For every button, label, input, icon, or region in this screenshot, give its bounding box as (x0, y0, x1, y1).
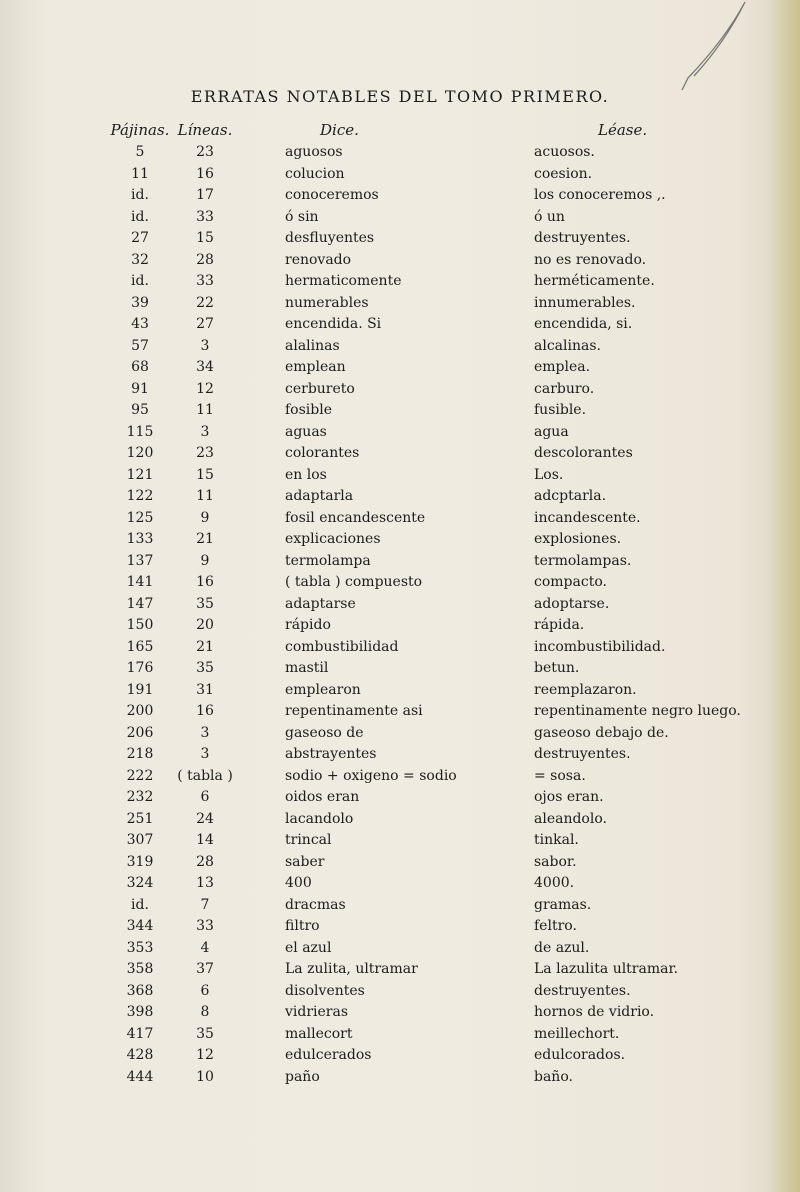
cell-read: incandescente. (534, 509, 641, 526)
table-row (110, 787, 800, 809)
cell-page: 5 (135, 144, 145, 160)
table-row (110, 1002, 800, 1024)
cell-page: 232 (126, 789, 154, 805)
cell-says: emplearon (285, 681, 361, 698)
cell-read: carburo. (534, 380, 595, 397)
cell-says: termolampa (285, 552, 371, 569)
cell-line: 27 (196, 316, 214, 332)
cell-read: ojos eran. (534, 789, 604, 805)
cell-page: 200 (126, 703, 154, 719)
cell-line: 16 (196, 703, 214, 719)
cell-line: 6 (200, 982, 210, 999)
cell-page: 122 (126, 488, 154, 504)
cell-says: mastil (285, 660, 329, 676)
cell-line: 33 (196, 918, 214, 934)
table-header (110, 118, 800, 142)
cell-line: 21 (196, 638, 214, 655)
table-row (110, 658, 800, 680)
table-row (110, 422, 800, 444)
cell-says: adaptarla (285, 488, 354, 504)
cell-read: rápida. (534, 617, 585, 633)
cell-line: 23 (196, 445, 214, 461)
errata-table (110, 118, 800, 1088)
cell-page: 444 (126, 1068, 154, 1085)
cell-read: gramas. (534, 896, 592, 913)
cell-line: 21 (196, 531, 214, 547)
cell-read: alcalinas. (534, 337, 601, 354)
cell-line: 9 (200, 552, 210, 569)
cell-read: adcptarla. (534, 488, 607, 504)
cell-says: renovado (285, 251, 352, 268)
table-row (110, 142, 800, 164)
cell-page: 307 (126, 832, 154, 848)
table-row (110, 336, 800, 358)
cell-line: 22 (196, 294, 214, 311)
cell-says: en los (285, 466, 327, 483)
cell-page: id. (131, 896, 149, 913)
table-row (110, 852, 800, 874)
cell-read: incombustibilidad. (534, 638, 666, 655)
cell-read: 4000. (534, 875, 575, 891)
cell-page: 344 (126, 918, 154, 934)
table-row (110, 615, 800, 637)
cell-page: 165 (126, 638, 154, 655)
table-row (110, 551, 800, 573)
cell-read: ó un (534, 208, 565, 225)
table-row (110, 809, 800, 831)
cell-line: ( tabla ) (177, 767, 233, 784)
cell-says: filtro (285, 918, 320, 934)
cell-line: 23 (196, 144, 214, 160)
cell-says: saber (285, 853, 325, 870)
cell-line: 9 (200, 509, 210, 526)
cell-says: rápido (285, 617, 331, 633)
cell-says: conoceremos (285, 187, 379, 203)
header-lines: Líneas. (177, 121, 233, 139)
table-row (110, 508, 800, 530)
cell-read: encendida, si. (534, 316, 633, 332)
cell-says: repentinamente asi (285, 703, 423, 719)
cell-read: Los. (534, 466, 564, 483)
table-row (110, 228, 800, 250)
cell-read: de azul. (534, 939, 590, 956)
table-row (110, 314, 800, 336)
table-row (110, 379, 800, 401)
cell-line: 16 (196, 574, 214, 590)
cell-says: fosil encandescente (285, 509, 426, 526)
cell-says: alalinas (285, 337, 340, 354)
table-row (110, 1067, 800, 1089)
cell-line: 15 (196, 230, 214, 246)
cell-line: 3 (200, 746, 210, 762)
cell-line: 3 (200, 423, 210, 440)
cell-says: sodio + oxigeno = sodio (285, 767, 457, 784)
table-row (110, 981, 800, 1003)
cell-read: herméticamente. (534, 273, 655, 289)
table-row (110, 701, 800, 723)
cell-read: explosiones. (534, 531, 622, 547)
table-row (110, 594, 800, 616)
cell-read: acuosos. (534, 144, 595, 160)
cell-page: 353 (126, 939, 154, 956)
cell-line: 6 (200, 789, 210, 805)
cell-line: 3 (200, 337, 210, 354)
cell-says: ( tabla ) compuesto (285, 574, 423, 590)
table-row (110, 185, 800, 207)
cell-line: 7 (200, 896, 210, 913)
cell-says: combustibilidad (285, 638, 399, 655)
cell-read: fusible. (534, 402, 587, 418)
cell-read: gaseoso debajo de. (534, 724, 669, 741)
cell-says: ó sin (285, 208, 319, 225)
table-row (110, 916, 800, 938)
cell-page: 251 (126, 810, 154, 827)
header-read: Léase. (598, 121, 648, 139)
cell-line: 13 (196, 875, 214, 891)
cell-page: 133 (126, 531, 154, 547)
table-row (110, 766, 800, 788)
cell-page: 115 (126, 423, 154, 440)
cell-read: no es renovado. (534, 251, 647, 268)
pencil-mark (660, 0, 750, 100)
cell-says: fosible (285, 402, 332, 418)
table-row (110, 830, 800, 852)
cell-page: 206 (126, 724, 154, 741)
cell-page: 68 (131, 359, 149, 375)
cell-read: tinkal. (534, 832, 579, 848)
cell-page: 27 (131, 230, 149, 246)
table-row (110, 959, 800, 981)
table-row (110, 744, 800, 766)
cell-says: dracmas (285, 896, 346, 913)
cell-page: 222 (126, 767, 154, 784)
cell-read: reemplazaron. (534, 681, 637, 698)
cell-page: 39 (131, 294, 149, 311)
cell-line: 34 (196, 359, 214, 375)
cell-says: 400 (285, 875, 312, 891)
cell-says: mallecort (285, 1025, 353, 1042)
table-row (110, 723, 800, 745)
cell-line: 35 (196, 595, 214, 612)
cell-line: 11 (196, 488, 214, 504)
cell-page: 11 (131, 165, 149, 182)
cell-read: hornos de vidrio. (534, 1004, 655, 1020)
cell-page: 417 (126, 1025, 154, 1042)
cell-read: repentinamente negro luego. (534, 703, 741, 719)
cell-line: 11 (196, 402, 214, 418)
table-row (110, 486, 800, 508)
cell-read: los conoceremos ,. (534, 187, 666, 203)
table-row (110, 164, 800, 186)
table-body (110, 142, 800, 1088)
cell-line: 16 (196, 165, 214, 182)
cell-page: 125 (126, 509, 154, 526)
cell-says: edulcerados (285, 1047, 372, 1063)
table-row (110, 637, 800, 659)
cell-page: 358 (126, 961, 154, 977)
cell-line: 37 (196, 961, 214, 977)
cell-line: 31 (196, 681, 214, 698)
cell-page: 91 (131, 380, 149, 397)
cell-page: 324 (126, 875, 154, 891)
table-row (110, 271, 800, 293)
cell-page: 43 (131, 316, 149, 332)
cell-read: baño. (534, 1068, 573, 1085)
table-row (110, 443, 800, 465)
cell-read: La lazulita ultramar. (534, 961, 679, 977)
cell-page: id. (131, 273, 149, 289)
cell-says: vidrieras (285, 1004, 349, 1020)
table-row (110, 357, 800, 379)
cell-says: emplean (285, 359, 346, 375)
cell-says: abstrayentes (285, 746, 377, 762)
cell-page: id. (131, 208, 149, 225)
cell-line: 33 (196, 273, 214, 289)
cell-says: adaptarse (285, 595, 356, 612)
table-row (110, 1024, 800, 1046)
cell-line: 3 (200, 724, 210, 741)
cell-page: 121 (126, 466, 154, 483)
cell-line: 10 (196, 1068, 214, 1085)
cell-line: 14 (196, 832, 214, 848)
cell-says: explicaciones (285, 531, 381, 547)
cell-line: 35 (196, 1025, 214, 1042)
cell-read: innumerables. (534, 294, 636, 311)
cell-read: destruyentes. (534, 746, 631, 762)
cell-read: adoptarse. (534, 595, 610, 612)
cell-says: aguas (285, 423, 327, 440)
cell-line: 8 (200, 1004, 210, 1020)
cell-line: 28 (196, 853, 214, 870)
cell-page: 398 (126, 1004, 154, 1020)
cell-read: destruyentes. (534, 230, 631, 246)
cell-says: encendida. Si (285, 316, 382, 332)
table-row (110, 293, 800, 315)
header-says: Dice. (320, 121, 359, 139)
cell-read: emplea. (534, 359, 591, 375)
header-pages: Pájinas. (110, 121, 170, 139)
page-title: ERRATAS NOTABLES DEL TOMO PRIMERO. (190, 87, 610, 106)
cell-page: 218 (126, 746, 154, 762)
table-row (110, 873, 800, 895)
cell-line: 12 (196, 1047, 214, 1063)
cell-page: 57 (131, 337, 149, 354)
cell-says: oidos eran (285, 789, 360, 805)
cell-says: paño (285, 1068, 320, 1085)
cell-says: colorantes (285, 445, 360, 461)
cell-read: compacto. (534, 574, 607, 590)
cell-says: lacandolo (285, 810, 354, 827)
cell-page: 120 (126, 445, 154, 461)
cell-line: 24 (196, 810, 214, 827)
table-row (110, 1045, 800, 1067)
table-row (110, 938, 800, 960)
cell-page: 32 (131, 251, 149, 268)
cell-page: 368 (126, 982, 154, 999)
cell-read: = sosa. (534, 767, 586, 784)
cell-says: numerables (285, 294, 369, 311)
cell-page: 95 (131, 402, 149, 418)
cell-says: colucion (285, 165, 345, 182)
cell-says: desfluyentes (285, 230, 375, 246)
cell-line: 4 (200, 939, 210, 956)
cell-read: edulcorados. (534, 1047, 626, 1063)
cell-line: 28 (196, 251, 214, 268)
cell-says: disolventes (285, 982, 365, 999)
cell-read: betun. (534, 660, 580, 676)
table-row (110, 572, 800, 594)
table-row (110, 895, 800, 917)
cell-read: coesion. (534, 165, 593, 182)
cell-says: cerbureto (285, 380, 355, 397)
cell-read: meillechort. (534, 1025, 620, 1042)
cell-page: 147 (126, 595, 154, 612)
cell-page: id. (131, 187, 149, 203)
cell-read: destruyentes. (534, 982, 631, 999)
cell-page: 137 (126, 552, 154, 569)
cell-line: 17 (196, 187, 214, 203)
cell-says: trincal (285, 832, 332, 848)
cell-read: termolampas. (534, 552, 632, 569)
cell-says: aguosos (285, 144, 343, 160)
cell-page: 150 (126, 617, 154, 633)
cell-says: gaseoso de (285, 724, 364, 741)
cell-read: aleandolo. (534, 810, 607, 827)
table-row (110, 529, 800, 551)
cell-says: La zulita, ultramar (285, 961, 418, 977)
cell-page: 428 (126, 1047, 154, 1063)
cell-read: agua (534, 423, 569, 440)
cell-says: hermaticomente (285, 273, 402, 289)
cell-page: 176 (126, 660, 154, 676)
cell-line: 33 (196, 208, 214, 225)
cell-read: sabor. (534, 853, 577, 870)
cell-read: feltro. (534, 918, 577, 934)
cell-says: el azul (285, 939, 332, 956)
cell-line: 20 (196, 617, 214, 633)
table-row (110, 250, 800, 272)
cell-line: 35 (196, 660, 214, 676)
table-row (110, 680, 800, 702)
cell-page: 191 (126, 681, 154, 698)
cell-page: 319 (126, 853, 154, 870)
cell-page: 141 (126, 574, 154, 590)
table-row (110, 400, 800, 422)
cell-line: 15 (196, 466, 214, 483)
cell-read: descolorantes (534, 445, 633, 461)
table-row (110, 207, 800, 229)
cell-line: 12 (196, 380, 214, 397)
table-row (110, 465, 800, 487)
